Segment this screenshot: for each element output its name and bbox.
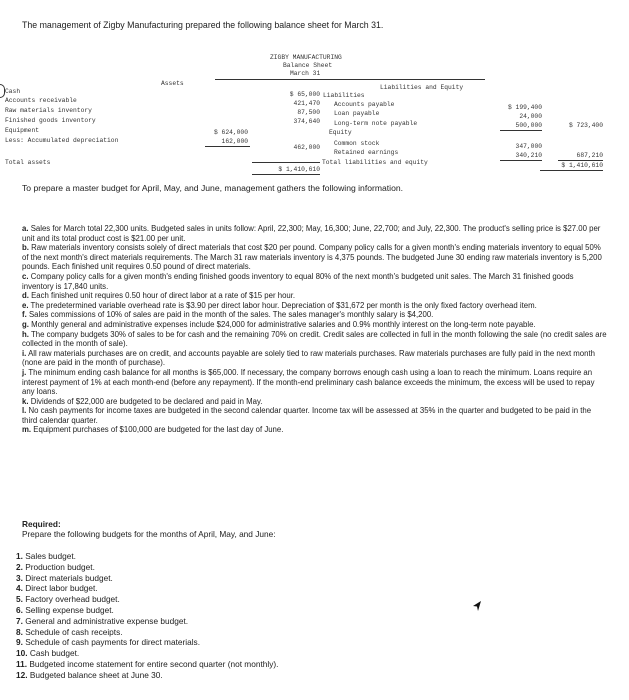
- total-assets-value: $ 1,410,610: [278, 166, 320, 173]
- list-item: f. Sales commissions of 10% of sales are paid in the month of the sales. The sales manager's monthly salary is $4,200.: [22, 310, 434, 320]
- bs-divider: [215, 79, 485, 80]
- eq-total: 687,210: [576, 152, 603, 159]
- cash-label: Cash: [5, 88, 21, 95]
- balance-sheet: [0, 38, 629, 178]
- equip-value: $ 624,000: [213, 129, 248, 136]
- lt-value: 500,000: [515, 122, 542, 129]
- dep-label: Less: Accumulated depreciation: [5, 137, 119, 144]
- bs-company: ZIGBY MANUFACTURING: [270, 54, 342, 61]
- list-item: k. Dividends of $22,000 are budgeted to be declared and paid in May.: [22, 396, 263, 406]
- list-item: 6. Selling expense budget.: [16, 604, 114, 615]
- equip-label: Equipment: [5, 127, 40, 134]
- list-item: 5. Factory overhead budget.: [16, 594, 120, 605]
- mouse-cursor-icon: [472, 600, 482, 612]
- liab-section-label: Liabilities: [323, 92, 365, 99]
- required-text: Prepare the following budgets for the months of April, May, and June:: [22, 529, 276, 539]
- intro-text: The management of Zigby Manufacturing prepared the following balance sheet for March 31.: [22, 20, 384, 30]
- list-item: i. All raw materials purchases are on credit, and accounts payable are solely tied to raw materials purchases. Raw materials purchases are fully paid in the next month (none are paid in the month of purchase).: [22, 348, 595, 368]
- total-le-label: Total liabilities and equity: [322, 159, 428, 166]
- info-text: To prepare a master budget for April, May, and June, management gathers the following information.: [22, 183, 404, 193]
- list-item: 7. General and administrative expense budget.: [16, 615, 189, 626]
- list-item: b. Raw materials inventory consists solely of direct materials that cost $20 per pound. Company policy calls for a given month's ending materials inventory to equal 50% of the next month's direct materials requirements. The March 31 raw materials inventory is 4,375 pounds. The budgeted June 30 ending raw materials inventory is 5,200 pounds. Each finished unit requires 0.50 pound of direct materials.: [22, 243, 602, 272]
- loan-label: Loan payable: [334, 110, 380, 117]
- re-value: 340,210: [515, 152, 542, 159]
- fg-value: 374,640: [293, 118, 320, 125]
- list-item: 1. Sales budget.: [16, 551, 76, 561]
- list-item: 4. Direct labor budget.: [16, 583, 98, 594]
- info-list: [22, 224, 607, 435]
- list-item: 12. Budgeted balance sheet at June 30.: [16, 669, 163, 680]
- bs-date: March 31: [290, 70, 321, 77]
- total-assets-label: Total assets: [5, 159, 51, 166]
- liab-total: $ 723,400: [568, 122, 603, 129]
- ap-label: Accounts payable: [334, 101, 395, 108]
- list-item: 11. Budgeted income statement for entire second quarter (not monthly).: [16, 658, 279, 669]
- list-item: a. Sales for March total 22,300 units. Budgeted sales in units follow: April, 22,300; May, 16,300; June, 22,700; and July, 22,300. The product's selling price is $27.00 per unit and its total product cost is $21.00 per unit.: [22, 224, 601, 243]
- list-item: h. The company budgets 30% of sales to be for cash and the remaining 70% on credit. Credit sales are collected in full in the month following the sale (no credit sales are collected in the month of sale).: [22, 329, 607, 349]
- list-item: e. The predetermined variable overhead rate is $3.90 per direct labor hour. Depreciation of $31,672 per month is the only fixed factory overhead item.: [22, 300, 537, 310]
- list-item: g. Monthly general and administrative expenses include $24,000 for administrative salaries and 0.9% monthly interest on the long-term note payable.: [22, 319, 536, 329]
- cash-value: $ 65,000: [289, 91, 320, 98]
- list-item: c. Company policy calls for a given month's ending finished goods inventory to equal 80% of the next month's budgeted unit sales. The March 31 finished goods inventory is 17,840 units.: [22, 271, 574, 291]
- equity-label: Equity: [329, 129, 352, 136]
- required-list: [16, 551, 278, 681]
- net-equip-value: 462,000: [293, 144, 320, 151]
- liab-header: Liabilities and Equity: [380, 84, 464, 91]
- loan-value: 24,000: [519, 113, 542, 120]
- lt-label: Long-term note payable: [334, 120, 418, 127]
- list-item: l. No cash payments for income taxes are budgeted in the second calendar quarter. Income tax will be assessed at 35% in the quarter and budgeted to be paid in the third calendar quarter.: [22, 406, 592, 425]
- required-heading: Required:: [22, 519, 61, 529]
- list-item: d. Each finished unit requires 0.50 hour of direct labor at a rate of $15 per hour.: [22, 291, 296, 301]
- ap-value: $ 199,400: [507, 104, 542, 111]
- fg-label: Finished goods inventory: [5, 117, 96, 124]
- ar-label: Accounts receivable: [5, 97, 77, 104]
- cs-value: 347,000: [515, 143, 542, 150]
- re-label: Retained earnings: [334, 149, 399, 156]
- list-item: 2. Production budget.: [16, 561, 95, 572]
- list-item: 9. Schedule of cash payments for direct materials.: [16, 637, 201, 648]
- dep-value: 162,000: [221, 138, 248, 145]
- list-item: j. The minimum ending cash balance for all months is $65,000. If necessary, the company borrows enough cash using a loan to reach the minimum. Loans require an interest payment of 1% at each month-end (before any repayment). If the month-end preliminary cash balance exceeds the minimum, the excess will be used to repay any loans.: [22, 367, 595, 397]
- bs-title: Balance Sheet: [283, 62, 333, 69]
- cs-label: Common stock: [334, 140, 380, 147]
- rm-label: Raw materials inventory: [5, 107, 92, 114]
- required-section: [22, 519, 607, 539]
- list-item: 3. Direct materials budget.: [16, 572, 113, 583]
- list-item: 10. Cash budget.: [16, 648, 80, 659]
- assets-header: Assets: [161, 80, 184, 87]
- ar-value: 421,470: [293, 100, 320, 107]
- list-item: 8. Schedule of cash receipts.: [16, 626, 123, 637]
- list-item: m. Equipment purchases of $100,000 are budgeted for the last day of June.: [22, 425, 284, 435]
- rm-value: 87,500: [297, 109, 320, 116]
- total-le-value: $ 1,410,610: [561, 162, 603, 169]
